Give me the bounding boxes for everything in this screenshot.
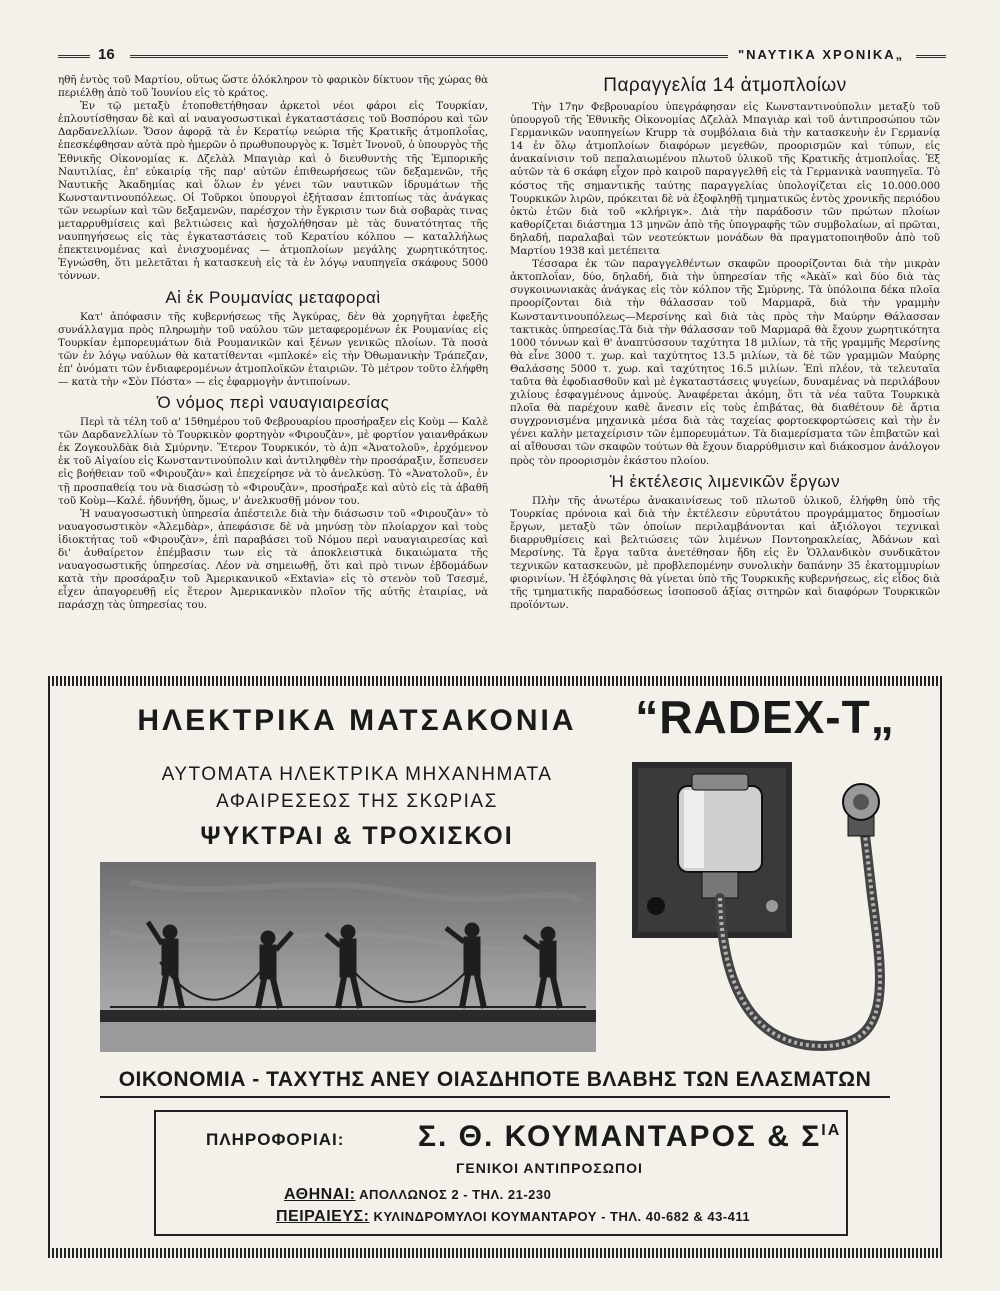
ad-products-line: ΨΥΚΤΡΑΙ & ΤΡΟΧΙΣΚΟΙ [200, 822, 514, 850]
article-paragraph: Κατ' ἀπόφασιν τῆς κυβερνήσεως τῆς Ἀγκύρας, δὲν θὰ χορηγῆται ἐφεξῆς συνάλλαγμα πρὸς πληρωμὴν τοῦ ναύλου τῶν μεταφερομένων ἐκ Ρουμανίας εἰς Τουρκίαν ἐμπορευμάτων διὰ Ρουμανικῶν καὶ ξένων γενικῶς πλοίων. Τὰ ποσὰ τῶν ἐν λόγῳ ναύλων θὰ κατατίθενται «μπλοκέ» εἰς τὴν Ὀθωμανικὴν Τράπεζαν, ἐπ' ὀνόματι τῶν ἐνδιαφερομένων ἀτμοπλοϊκῶν ἑταιριῶν. Τὸ μέτρον τοῦτο ἐλήφθη — κατὰ τὴν «Σὸν Πόστα» — εἰς ἐφαρμογὴν ἀντιποίνων. [58, 310, 488, 388]
agent-name-text: Σ. Θ. ΚΟΥΜΑΝΤΑΡΟΣ & Σ [418, 1120, 822, 1153]
agent-role: ΓΕΝΙΚΟΙ ΑΝΤΙΠΡΟΣΩΠΟΙ [456, 1160, 643, 1176]
ad-subtitle-line: ΑΦΑΙΡΕΣΕΩΣ ΤΗΣ ΣΚΩΡΙΑΣ [216, 791, 498, 812]
ad-border-bottom [48, 1248, 942, 1258]
address-piraeus [276, 1208, 750, 1226]
ad-brand: “RADEX-T„ [635, 691, 895, 743]
header-rule [916, 55, 946, 58]
ad-title: ΗΛΕΚΤΡΙΚΑ ΜΑΤΣΑΚΟΝΙΑ [137, 704, 577, 737]
article-paragraph: Περὶ τὰ τέλη τοῦ α' 15θημέρου τοῦ Φεβρουαρίου προσήραξεν εἰς Κοὺμ — Καλὲ τῶν Δαρδανελλίων τὸ Τουρκικὸν φορτηγὸν «Φιρουζὰν», μὲ φορτίον γαιανθράκων ἐκ Ζογκουλδὰκ διὰ Σμύρνην. Ἕτερον Τουρκικόν, τὸ ἀ)π «Ἀνατολοῦ», ἐρχόμενον ἐκ τοῦ Αἰγαίου εἰς Κωνσταντινούπολιν καὶ ἀντιληφθὲν τὴν προσάραξιν, ἔσπευσεν εἰς βοήθειαν τοῦ «Φιρουζὰν» καὶ ἐπεχείρησε νὰ τὸ ἀνελκύσῃ. Τὸ «Ἀνατολοῦ», ἐν τῇ προσπαθείᾳ του νὰ διασώσῃ τὸ «Φιρουζὰν», προσήραξε καὶ αὐτὸ εἰς τὰ ἀβαθῆ τοῦ Κοὺμ—Καλέ. ἠδυνήθη, ὅμως, ν' ἀνελκυσθῇ μόνον του. [58, 416, 488, 507]
radex-machine-image [622, 756, 922, 1062]
article-heading: Ἡ ἐκτέλεσις λιμενικῶν ἔργων [609, 471, 841, 491]
article-paragraph: Ἡ ναυαγοσωστικὴ ὑπηρεσία ἀπέστειλε διὰ τὴν διάσωσιν τοῦ «Φιρουζὰν» τὸ ναυαγοσωστικὸν «Ἀλεμδὰρ», ἀπεφάσισε δὲ νὰ μηνύσῃ τὸν πλοίαρχον καὶ τοὺς ἰδιοκτήτας τοῦ «Φιρουζὰν», ἐπὶ παραβάσει τοῦ Νόμου περὶ ναυαγιαιρεσίας καὶ δι' ἀυθαίρετον ἐπέμβασιν των εἰς τὰ ἀποκλειστικὰ δικαιώματα τῆς ναυαγοσωστικῆς ὑπηρεσίας. Λέον νὰ σημειωθῇ, ὅτι καὶ πρὸ τινων ἑβδομάδων κατὰ τὴν προσάραξιν τοῦ Ἀμερικανικοῦ «Extavia» εἰς τὸ στενὸν τοῦ Τσεσμέ, εἶχεν ἀπαγορευθῇ εἰς ἕτερον Ἀμερικανικὸν πλοῖον τῆς αὐτῆς ἑταιρίας, νὰ παράσχῃ τὰς ὑπηρεσίας του. [58, 507, 488, 612]
magazine-title: "ΝΑΥΤΙΚΑ ΧΡΟΝΙΚΑ„ [738, 47, 905, 62]
header-rule [130, 55, 728, 58]
article-paragraph: Τέσσαρα ἐκ τῶν παραγγελθέντων σκαφῶν προορίζονται διὰ τὴν μικρὰν ἀκτοπλοΐαν, δύο, δηλαδή, διὰ τὴν ὑπηρεσίαν τῆς «Ἀκὰϊ» καὶ δύο διὰ τὰς συγκοινωνιακὰς ἀνάγκας εἰς τὸν κόλπον τῆς Σμύρνης. Τὰ ὑπόλοιπα δέκα πλοῖα προορίζονται διὰ τὴν θάλασσαν τοῦ Μαρμαρᾶ, διὰ τὴν γραμμὴν Κωνσταντινουπόλεως—Μερσίνης καὶ διὰ τὰς πρὸς τὴν Μαύρην Θάλασσαν τακτικὰς ὑπηρεσίας.Τὰ διὰ τὴν θάλασσαν τοῦ Μαρμαρᾶ θὰ ἔχουν χωρητικότητα 1000 τόννων καὶ θ' ἀναπτύσσουν ταχύτητα 18 μιλίων, τὰ τῆς γραμμῆς Μερσίνης θὰ εἶνε 3000 τ. χωρ. καὶ ταχύτητος 13.5 μιλίων, τὰ δὲ τῶν γραμμῶν Μαύρης Θαλάσσης 5000 τ. χωρ. καὶ ταχύτητος 16.5 μιλίων. Ἐπὶ πλέον, τὰ τελευταῖα ταῦτα θὰ ἐφοδιασθοῦν καὶ μὲ ἐγκαταστάσεις ψυγείων, δυναμένας νὰ περιλάβουν χιλίους ἐσφαγμένους ἀμνούς. Ἀναφέρεται ἀκόμη, ὅτι τὰ νέα ταῦτα Τουρκικὰ πλοῖα θὰ παρέχουν καθὲ ἄνεσιν εἰς τοὺς ἐπιβάτας, θὰ διαθέτουν δὲ ἄρτια συγχρονισμένα μηχανικὰ μέσα διὰ τὰς ταχείας φορτοεκφορτώσεις καὶ τὴν ἐν γένει καλὴν μεταχείρισιν τῶν ἐμπορευμάτων. Τὰ διαμερίσματα τῶν ἐπιβατῶν καὶ αἱ αἴθουσαι τῶν σκαφῶν τούτων θὰ ἔχουν διαρρύθμισιν καὶ διάκοσμον ἀνάλογον πρὸς τὸν προορισμὸν ἑκάστου πλοίου. [510, 258, 940, 467]
article-heading: Αἱ ἐκ Ρουμανίας μεταφοραὶ [165, 287, 381, 307]
header-rule [58, 55, 90, 58]
info-label: ΠΛΗΡΟΦΟΡΙΑΙ: [206, 1130, 345, 1149]
ad-subtitle-line: ΑΥΤΟΜΑΤΑ ΗΛΕΚΤΡΙΚΑ ΜΗΧΑΝΗΜΑΤΑ [161, 764, 553, 785]
piraeus-address-text: ΚΥΛΙΝΔΡΟΜΥΛΟΙ ΚΟΥΜΑΝΤΑΡΟΥ - ΤΗΛ. 40-682 & 43-411 [369, 1209, 751, 1224]
city-piraeus: ΠΕΙΡΑΙΕΥΣ: [276, 1208, 370, 1225]
city-athens: ΑΘΗΝΑΙ: [284, 1186, 356, 1203]
slogan-underline [100, 1096, 890, 1098]
ad-border-right [940, 686, 942, 1248]
article-heading: Ὁ νόμος περὶ ναυαγιαιρεσίας [156, 393, 390, 413]
contact-box [154, 1110, 848, 1236]
article-paragraph: Τὴν 17ην Φεβρουαρίου ὑπεγράφησαν εἰς Κωνσταντινούπολιν μεταξὺ τοῦ ὑπουργοῦ τῆς Ἐθνικῆς Οἰκονομίας Δζελὰλ Μπαγιὰρ καὶ τοῦ ἀντιπροσώπου τῶν Γερμανικῶν ναυπηγείων Krupp τὰ συμβόλαια διὰ τὴν κατασκευὴν ἐν Γερμανίᾳ 14 ἐν ὅλῳ ἀτμοπλοίων διαφόρων μεγεθῶν, προορισμῶν καὶ τύπων, εἰς ἀνακαίνισιν τοῦ πεπαλαιωμένου πλωτοῦ ὑλικοῦ τῆς Κρατικῆς ἀτμοπλοΐας. Ἐξ αὐτῶν τὰ 6 σκάφη εἶχον πρὸ καιροῦ παραγγελθῆ εἰς τὰ Γερμανικὰ ναυπηγεῖα. Τὸ κόστος τῆς σημαντικῆς ταύτης παραγγελίας ὑπολογίζεται εἰς 10.000.000 Τουρκικῶν λιρῶν, πρόκειται δὲ νὰ ἐξοφληθῇ τμηματικῶς ἐντὸς χρονικῆς περιόδου ὀκτὼ ἐτῶν διὰ τοῦ «κλήριγκ». Διὰ τὴν παράδοσιν τῶν πρώτων πλοίων καθορίζεται διάστημα 13 μηνῶν ἀπὸ τῆς ὑπογραφῆς τῶν συμβολαίων, αἱ πρῶται, δηλαδή, παραλαβαὶ τῶν νεοτεύκτων μονάδων θὰ πραγματοποιηθοῦν ἀπὸ τοῦ Μαρτίου 1938 καὶ μετέπειτα [510, 101, 940, 258]
ad-border-left [48, 686, 50, 1248]
ad-slogan: ΟΙΚΟΝΟΜΙΑ - ΤΑΧΥΤΗΣ ΑΝΕΥ ΟΙΑΣΔΗΠΟΤΕ ΒΛΑΒΗΣ ΤΩΝ ΕΛΑΣΜΑΤΩΝ [118, 1068, 872, 1091]
running-header [58, 46, 938, 66]
article-paragraph: Πλὴν τῆς ἀνωτέρω ἀνακαινίσεως τοῦ πλωτοῦ ὑλικοῦ, ἐλήφθη ὑπὸ τῆς Τουρκίας πρόνοια καὶ διὰ τὴν ἐκτέλεσιν εὐρυτάτου προγράμματος δημοσίων ἔργων, μεταξὺ τῶν ὁποίων περιλαμβάνονται καὶ ἀξιόλογοι τεχνικαὶ διαρρυθμίσεις καὶ βελτιώσεις τῶν λιμένων Ποντοηρακλείας, Ἀδάνων καὶ Μερσίνης. Τὰ ἔργα ταῦτα ἀνετέθησαν ἤδη εἰς ἓν Ὁλλανδικὸν συνδικᾶτον τεχνικῶν κατασκευῶν, μὲ προβλεπομένην συνολικὴν δαπάνην 35 ἑκατομμυρίων φιορινίων. Ἡ ἐξόφλησις θὰ γίνεται ὑπὸ τῆς Τουρκικῆς κυβερνήσεως, εἰς εἶδος διὰ τῆς τμηματικῆς παραδόσεως ἰσοποσοῦ ἀξίας σιτηρῶν καὶ διαφόρων Τουρκικῶν προϊόντων. [510, 494, 940, 612]
article-paragraph: Ἐν τῷ μεταξὺ ἐτοποθετήθησαν ἀρκετοὶ νέοι φάροι εἰς Τουρκίαν, ἐπλουτίσθησαν δὲ καὶ αἱ ναυαγοσωστικαὶ ἐγκαταστάσεις τοῦ Βοσπόρου καὶ τῶν Δαρδανελλίων. Ὅσον ἀφορᾷ τὰ ἐν Κερατίῳ νεώρια τῆς Κρατικῆς ἀτμοπλοΐας, ἐπεσκέφθησαν αὐτὰ πρὸ ἡμερῶν ὁ πρωθυπουργὸς κ. Ἰσμὲτ Ἰνονοῦ, ὁ ὑπουργὸς τῆς Ἐθνικῆς Οἰκονομίας κ. Δζελὰλ Μπαγιὰρ καὶ ὁ διευθυντὴς τῆς Ἐμπορικῆς Ναυτιλίας, ἐπ' εὐκαιρίᾳ τῆς παρ' αὐτῶν ἐπιθεωρήσεως τῶν δεξαμενῶν, τῆς Ναυτικῆς Ἀκαδημίας καὶ ὅλων ἐν γένει τῶν ναυτικῶν ἱδρυμάτων τῆς Κωνσταντινουπόλεως. Οἱ Τοῦρκοι ὑπουργοὶ ἐξήτασαν ἐπιτοπίως τὰς ἀνάγκας τῶν νεωρίων καὶ τῶν δεξαμενῶν, παρέσχον τὴν ἔγκρισιν των διὰ σοβαρὰς τινας μεταρρυθμίσεις καὶ βελτιώσεις καὶ ἠσχολήθησαν μὲ τὰς δυνατότητας τῆς ναυπηγήσεως εἰς τὰς ἐγκαταστάσεις τοῦ Κερατίου κόλπου — καταλλήλως ἐπεκτεινομένας καὶ ἐνισχυομένας — ἀτμοπλοίων μεγάλης χωρητικότητος. Ἐγνώσθη, ὅτι μελετᾶται ἡ κατασκευὴ εἰς τὰ ἐν λόγῳ ναυπηγεῖα σκάφους 5000 τόννων. [58, 100, 488, 283]
article-paragraph: ηθῆ ἐντὸς τοῦ Μαρτίου, οὕτως ὥστε ὁλόκληρον τὸ φαρικὸν δίκτυον τῆς χώρας θὰ περιέλθῃ ἀπὸ τοῦ Ἰουνίου εἰς τὸ κράτος. [58, 74, 488, 100]
right-column [510, 74, 940, 612]
address-athens [284, 1186, 551, 1204]
ad-border-top [48, 676, 942, 686]
agent-name [418, 1120, 841, 1154]
page-number: 16 [98, 46, 115, 63]
article-heading: Παραγγελία 14 ἀτμοπλοίων [603, 75, 847, 96]
left-column [58, 74, 488, 612]
agent-name-sup: ΙΑ [821, 1122, 842, 1139]
athens-address-text: ΑΠΟΛΛΩΝΟΣ 2 - ΤΗΛ. 21-230 [355, 1187, 552, 1202]
workers-photo [100, 862, 596, 1052]
advertisement [48, 676, 942, 1258]
